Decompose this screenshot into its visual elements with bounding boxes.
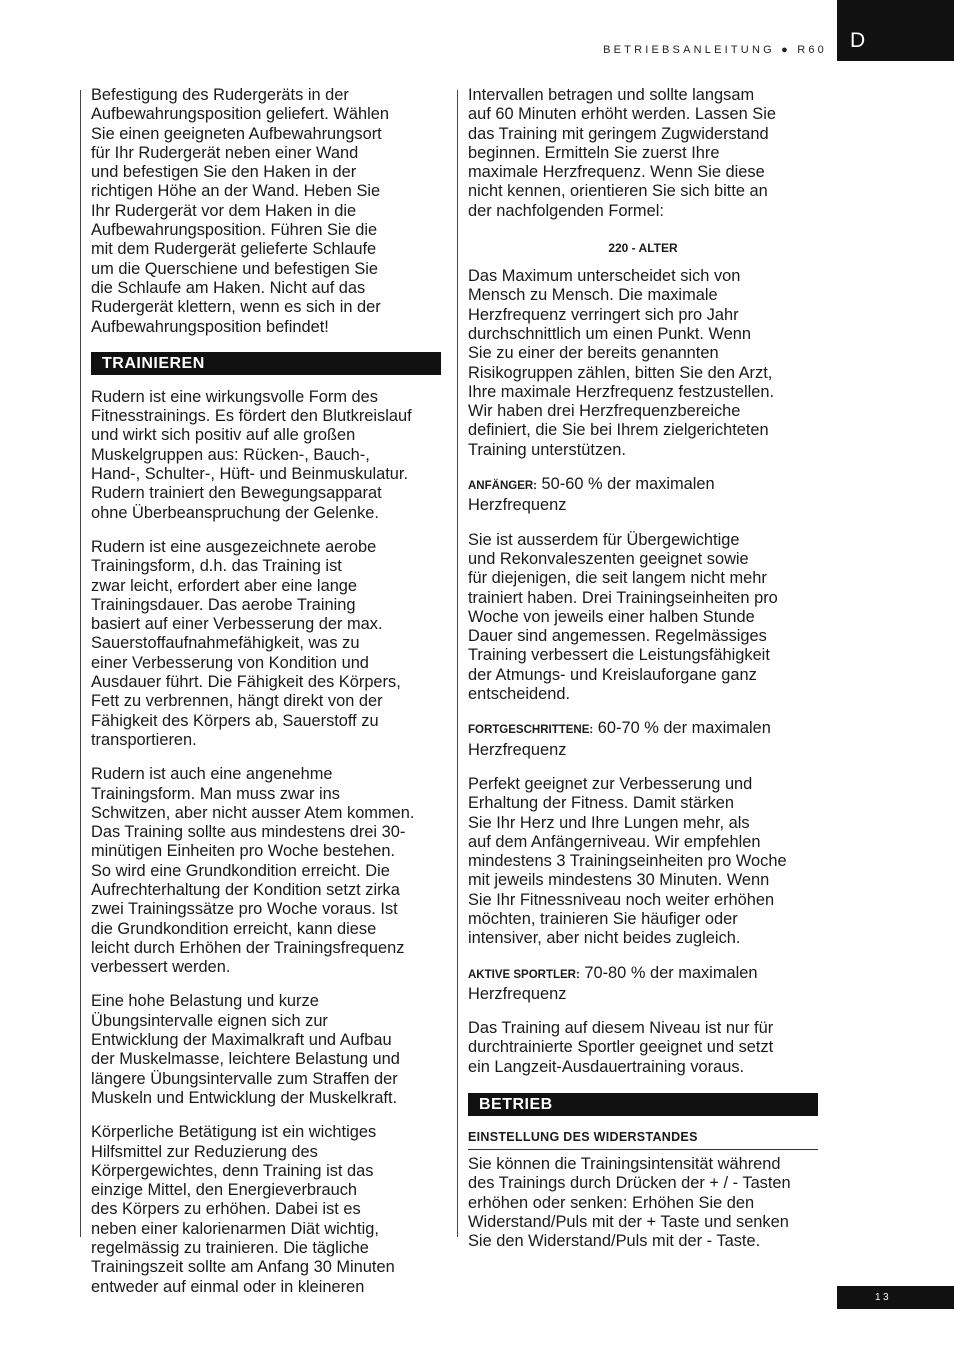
right-column: [468, 86, 818, 1252]
zone-beginner: [468, 475, 818, 516]
paragraph-beginner: Sie ist ausserdem für Übergewichtige und Rekonvaleszenten geeignet sowie für diejenigen, die seit langem nicht mehr trainiert haben. Drei Trainingseinheiten pro Woche von jeweils einer halben Stunde Dauer sind angemessen. Regelmässiges Training verbessert die Leistungsfähigkeit der Atmungs- und Kreislauforgane ganz entscheidend.: [468, 530, 778, 704]
zone-active: [468, 964, 818, 1005]
zone-advanced-label: FORTGESCHRITTENE:: [468, 724, 594, 737]
paragraph-rowing-benefits: Rudern ist eine wirkungsvolle Form des Fitnesstrainings. Es fördert den Blutkreislauf und wirkt sich positiv auf alle großen Muskelgruppen aus: Rücken-, Bauch-, Hand-, Schulter-, Hüft- und Beinmuskulatur. Rudern trainiert den Bewegungsapparat ohne Überbeanspruchung der Gelenke.: [91, 387, 412, 522]
section-heading-betrieb: BETRIEB: [468, 1093, 818, 1116]
storage-paragraph: Befestigung des Rudergeräts in der Aufbewahrungsposition geliefert. Wählen Sie einen geeigneten Aufbewahrungsort für Ihr Rudergerät neben einer Wand und befestigen Sie den Haken in der richtigen Höhe an der Wand. Heben Sie Ihr Rudergerät vor dem Haken in die Aufbewahrungsposition. Führen Sie die mit dem Rudergerät gelieferte Schlaufe um die Querschiene und befestigen Sie die Schlaufe am Haken. Nicht auf das Rudergerät klettern, wenn es sich in der Aufbewahrungsposition befindet!: [91, 86, 389, 336]
zone-active-text: 70-80 % der maximalen Herzfrequenz: [468, 963, 758, 1003]
left-column: [91, 86, 441, 1297]
center-column-rule: [457, 90, 458, 1237]
subheading-resistance: EINSTELLUNG DES WIDERSTANDES: [468, 1130, 818, 1150]
section-heading-trainieren: TRAINIEREN: [91, 352, 441, 375]
paragraph-aerobic: Rudern ist eine ausgezeichnete aerobe Trainingsform, d.h. das Training ist zwar leicht, erfordert aber eine lange Trainingsdauer. Das aerobe Training basiert auf einer Verbesserung der max. Sauerstoffaufnahmefähigkeit, was zu einer Verbesserung von Kondition und Ausdauer führt. Die Fähigkeit des Körpers, Fett zu verbrennen, hängt direkt von der Fähigkeit des Körpers ab, Sauerstoff zu transportieren.: [91, 537, 401, 749]
zone-beginner-label: ANFÄNGER:: [468, 480, 537, 493]
page-number: 13: [837, 1286, 954, 1309]
paragraph-pleasant-training: Rudern ist auch eine angenehme Trainingsform. Man muss zwar ins Schwitzen, aber nicht ausser Atem kommen. Das Training sollte aus mindestens drei 30- minütigen Einheiten pro Woche bestehen. So wird eine Grundkondition erreicht. Die Aufrechterhaltung der Kondition setzt zirka zwei Trainingssätze pro Woche voraus. Ist die Grundkondition erreicht, kann diese leicht durch Erhöhen der Trainingsfrequenz verbessert werden.: [91, 765, 415, 977]
paragraph-advanced: Perfekt geeignet zur Verbesserung und Erhaltung der Fitness. Damit stärken Sie Ihr Herz und Ihre Lungen mehr, als auf dem Anfängerniveau. Wir empfehlen mindestens 3 Trainingseinheiten pro Woche mit jeweils mindestens 30 Minuten. Wenn Sie Ihr Fitnessniveau noch weiter erhöhen möchten, trainieren Sie häufiger oder intensiver, aber nicht beides zugleich.: [468, 774, 787, 948]
zone-advanced-text: 60-70 % der maximalen Herzfrequenz: [468, 719, 771, 759]
language-tab: D: [837, 0, 954, 61]
paragraph-active: Das Training auf diesem Niveau ist nur für durchtrainierte Sportler geeignet und setzt ein Langzeit-Ausdauertraining voraus.: [468, 1019, 774, 1076]
heart-rate-formula: 220 - ALTER: [608, 241, 678, 256]
paragraph-max-heart-rate: Das Maximum unterscheidet sich von Mensch zu Mensch. Die maximale Herzfrequenz verringert sich pro Jahr durchschnittlich um einen Punkt. Wenn Sie zu einer der bereits genannten Risikogruppen zählen, bitten Sie den Arzt, Ihre maximale Herzfrequenz festzustellen. Wir haben drei Herzfrequenzbereiche definiert, die Sie bei Ihrem zielgerichteten Training unterstützen.: [468, 267, 775, 459]
paragraph-intervals: Intervallen betragen und sollte langsam auf 60 Minuten erhöht werden. Lassen Sie das Training mit geringem Zugwiderstand beginnen. Ermitteln Sie zuerst Ihre maximale Herzfrequenz. Wenn Sie diese nicht kennen, orientieren Sie sich bitte an der nachfolgenden Formel:: [468, 86, 776, 220]
running-header: BETRIEBSANLEITUNG ● R60: [603, 44, 827, 56]
paragraph-load-intervals: Eine hohe Belastung und kurze Übungsintervalle eignen sich zur Entwicklung der Maximalkraft und Aufbau der Muskelmasse, leichtere Belastung und längere Übungsintervalle zum Straffen der Muskeln und Entwicklung der Muskelkraft.: [91, 992, 400, 1107]
paragraph-weight-reduction: Körperliche Betätigung ist ein wichtiges Hilfsmittel zur Reduzierung des Körpergewichtes, denn Training ist das einzige Mittel, den Energieverbrauch des Körpers zu erhöhen. Dabei ist es neben einer kalorienarmen Diät wichtig, regelmässig zu trainieren. Die tägliche Trainingszeit sollte am Anfang 30 Minuten entweder auf einmal oder in kleineren: [91, 1123, 395, 1296]
zone-active-label: AKTIVE SPORTLER:: [468, 968, 580, 981]
zone-beginner-text: 50-60 % der maximalen Herzfrequenz: [468, 475, 715, 515]
left-column-rule: [80, 90, 81, 1237]
paragraph-resistance: Sie können die Trainingsintensität während des Trainings durch Drücken der + / - Tasten erhöhen oder senken: Erhöhen Sie den Widerstand/Puls mit der + Taste und senken Sie den Widerstand/Puls mit der - Taste.: [468, 1155, 791, 1251]
zone-advanced: [468, 719, 818, 760]
